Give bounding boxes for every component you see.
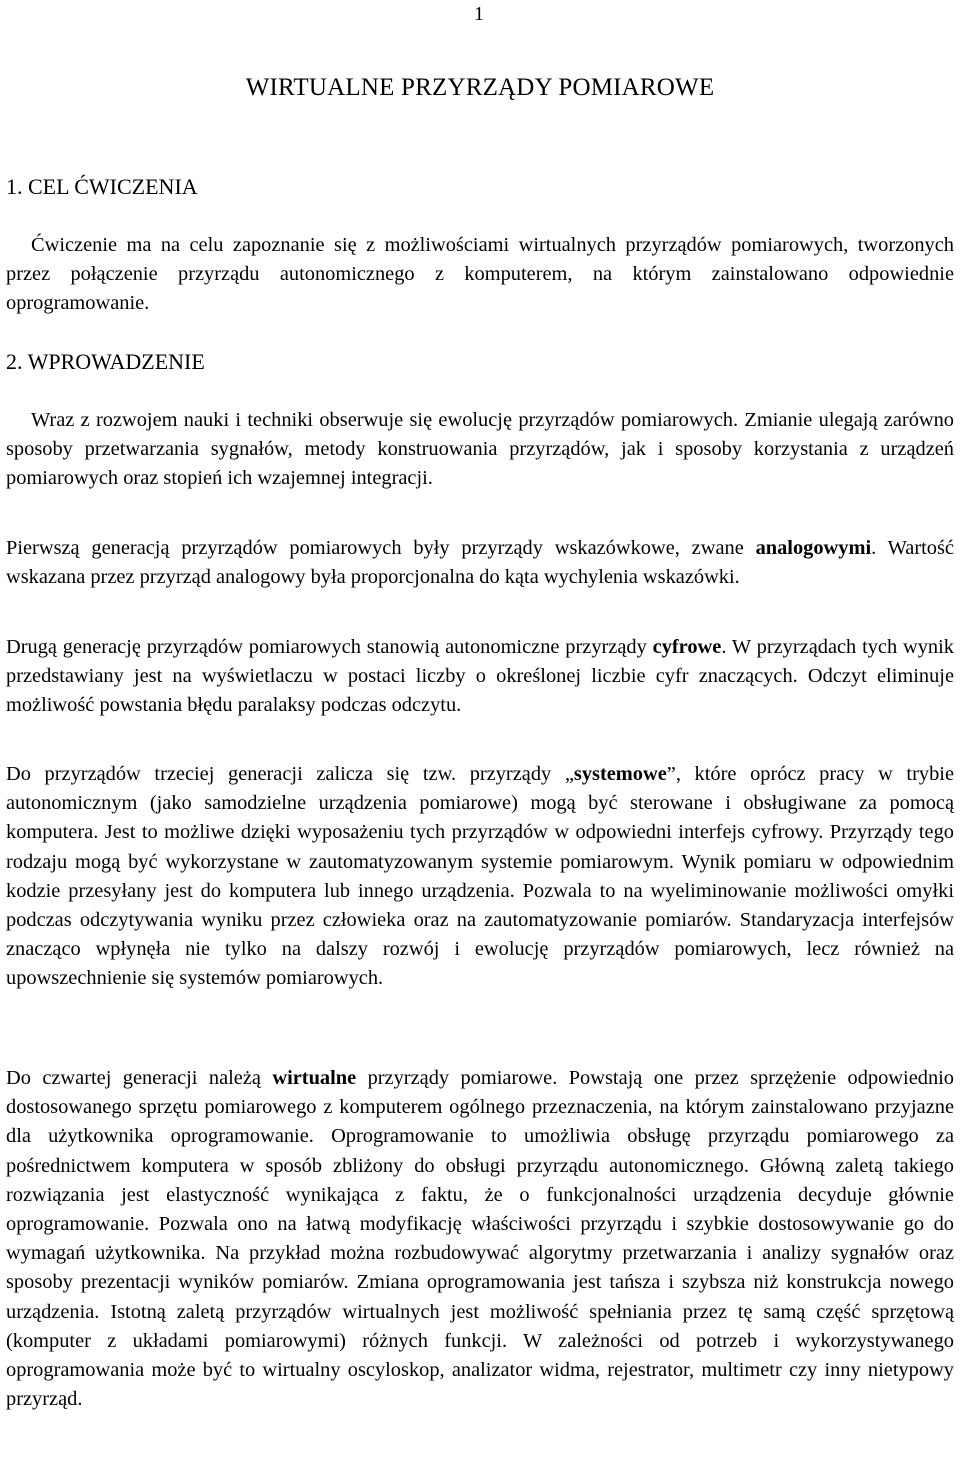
term-digital: cyfrowe (652, 636, 722, 658)
section-heading-introduction: 2. WPROWADZENIE (6, 349, 205, 374)
section-heading-goal: 1. CEL ĆWICZENIA (6, 174, 198, 199)
text-run: Do czwartej generacji należą (6, 1067, 273, 1089)
text-run: . W przyrządach tych wynik przedstawiany jest na wyświetlaczu w postaci liczby o określonej liczbie cyfr znaczących. Odczyt eliminuje możliwość powstania błędu paralaksy podczas odczytu. (6, 636, 954, 717)
text-run: Do przyrządów trzeciej generacji zalicza się tzw. przyrządy „ (6, 763, 574, 785)
paragraph-system-generation (6, 760, 954, 994)
text-run: przyrządy pomiarowe. Powstają one przez sprzężenie odpowiednio dostosowanego sprzętu pomiarowego z komputerem ogólnego przeznaczenia, na którym zainstalowano przyjazne dla użytkownika oprogramowanie. Oprogramowanie to umożliwia obsługę przyrządu pomiarowego za pośrednictwem komputera w sposób zbliżony do obsługi przyrządu autonomicznego. Główną zaletą takiego rozwiązania jest elastyczność wynikająca z faktu, że o funkcjonalności urządzenia decyduje głównie oprogramowanie. Pozwala ono na łatwą modyfikację właściwości przyrządu i szybkie dostosowywanie go do wymagań użytkownika. Na przykład można rozbudowywać algorytmy przetwarzania i analizy sygnałów oraz sposoby prezentacji wyników pomiarów. Zmiana oprogramowania jest tańsza i szybsza niż konstrukcja nowego urządzenia. Istotną zaletą przyrządów wirtualnych jest możliwość spełniania przez tę samą część sprzętową (komputer z układami pomiarowymi) różnych funkcji. W zależności od potrzeb i wykorzystywanego oprogramowania może być to wirtualny oscyloskop, analizator widma, rejestrator, multimetr czy inny nietypowy przyrząd. (6, 1067, 955, 1411)
term-system: systemowe (573, 763, 667, 785)
paragraph-evolution: Wraz z rozwojem nauki i techniki obserwuje się ewolucję przyrządów pomiarowych. Zmianie ulegają zarówno sposoby przetwarzania sygnałów, metody konstruowania przyrządów, jak i sposoby korzystania z urządzeń pomiarowych oraz stopień ich wzajemnej integracji. (6, 409, 954, 490)
term-virtual: wirtualne (272, 1067, 357, 1089)
text-run: Pierwszą generacją przyrządów pomiarowych były przyrządy wskazówkowe, zwane (6, 537, 756, 559)
page-number: 1 (474, 3, 484, 25)
paragraph-goal: Ćwiczenie ma na celu zapoznanie się z możliwościami wirtualnych przyrządów pomiarowych, tworzonych przez połączenie przyrządu autonomicznego z komputerem, na którym zainstalowano odpowiednie oprogramowanie. (6, 234, 954, 315)
paragraph-analog-generation (6, 534, 954, 592)
text-run: . Wartość wskazana przez przyrząd analogowy była proporcjonalna do kąta wychylenia wskazówki. (6, 537, 954, 589)
paragraph-virtual-generation (6, 1064, 954, 1414)
text-run: Drugą generację przyrządów pomiarowych stanowią autonomiczne przyrządy (6, 636, 653, 658)
document-title: WIRTUALNE PRZYRZĄDY POMIAROWE (245, 74, 715, 101)
paragraph-digital-generation (6, 633, 954, 721)
term-analog: analogowymi (755, 537, 872, 559)
text-run: ”, które oprócz pracy w trybie autonomicznym (jako samodzielne urządzenia pomiarowe) mogą być sterowane i obsługiwane za pomocą komputera. Jest to możliwe dzięki wyposażeniu tych przyrządów w odpowiedni interfejs cyfrowy. Przyrządy tego rodzaju mogą być wykorzystane w zautomatyzowanym systemie pomiarowym. Wynik pomiaru w odpowiednim kodzie przesyłany jest do komputera lub innego urządzenia. Pozwala to na wyeliminowanie możliwości omyłki podczas odczytywania wyniku przez człowieka oraz na zautomatyzowanie pomiarów. Standaryzacja interfejsów znacząco wpłynęła nie tylko na dalszy rozwój i ewolucję przyrządów pomiarowych, lecz również na upowszechnienie się systemów pomiarowych. (6, 763, 954, 990)
